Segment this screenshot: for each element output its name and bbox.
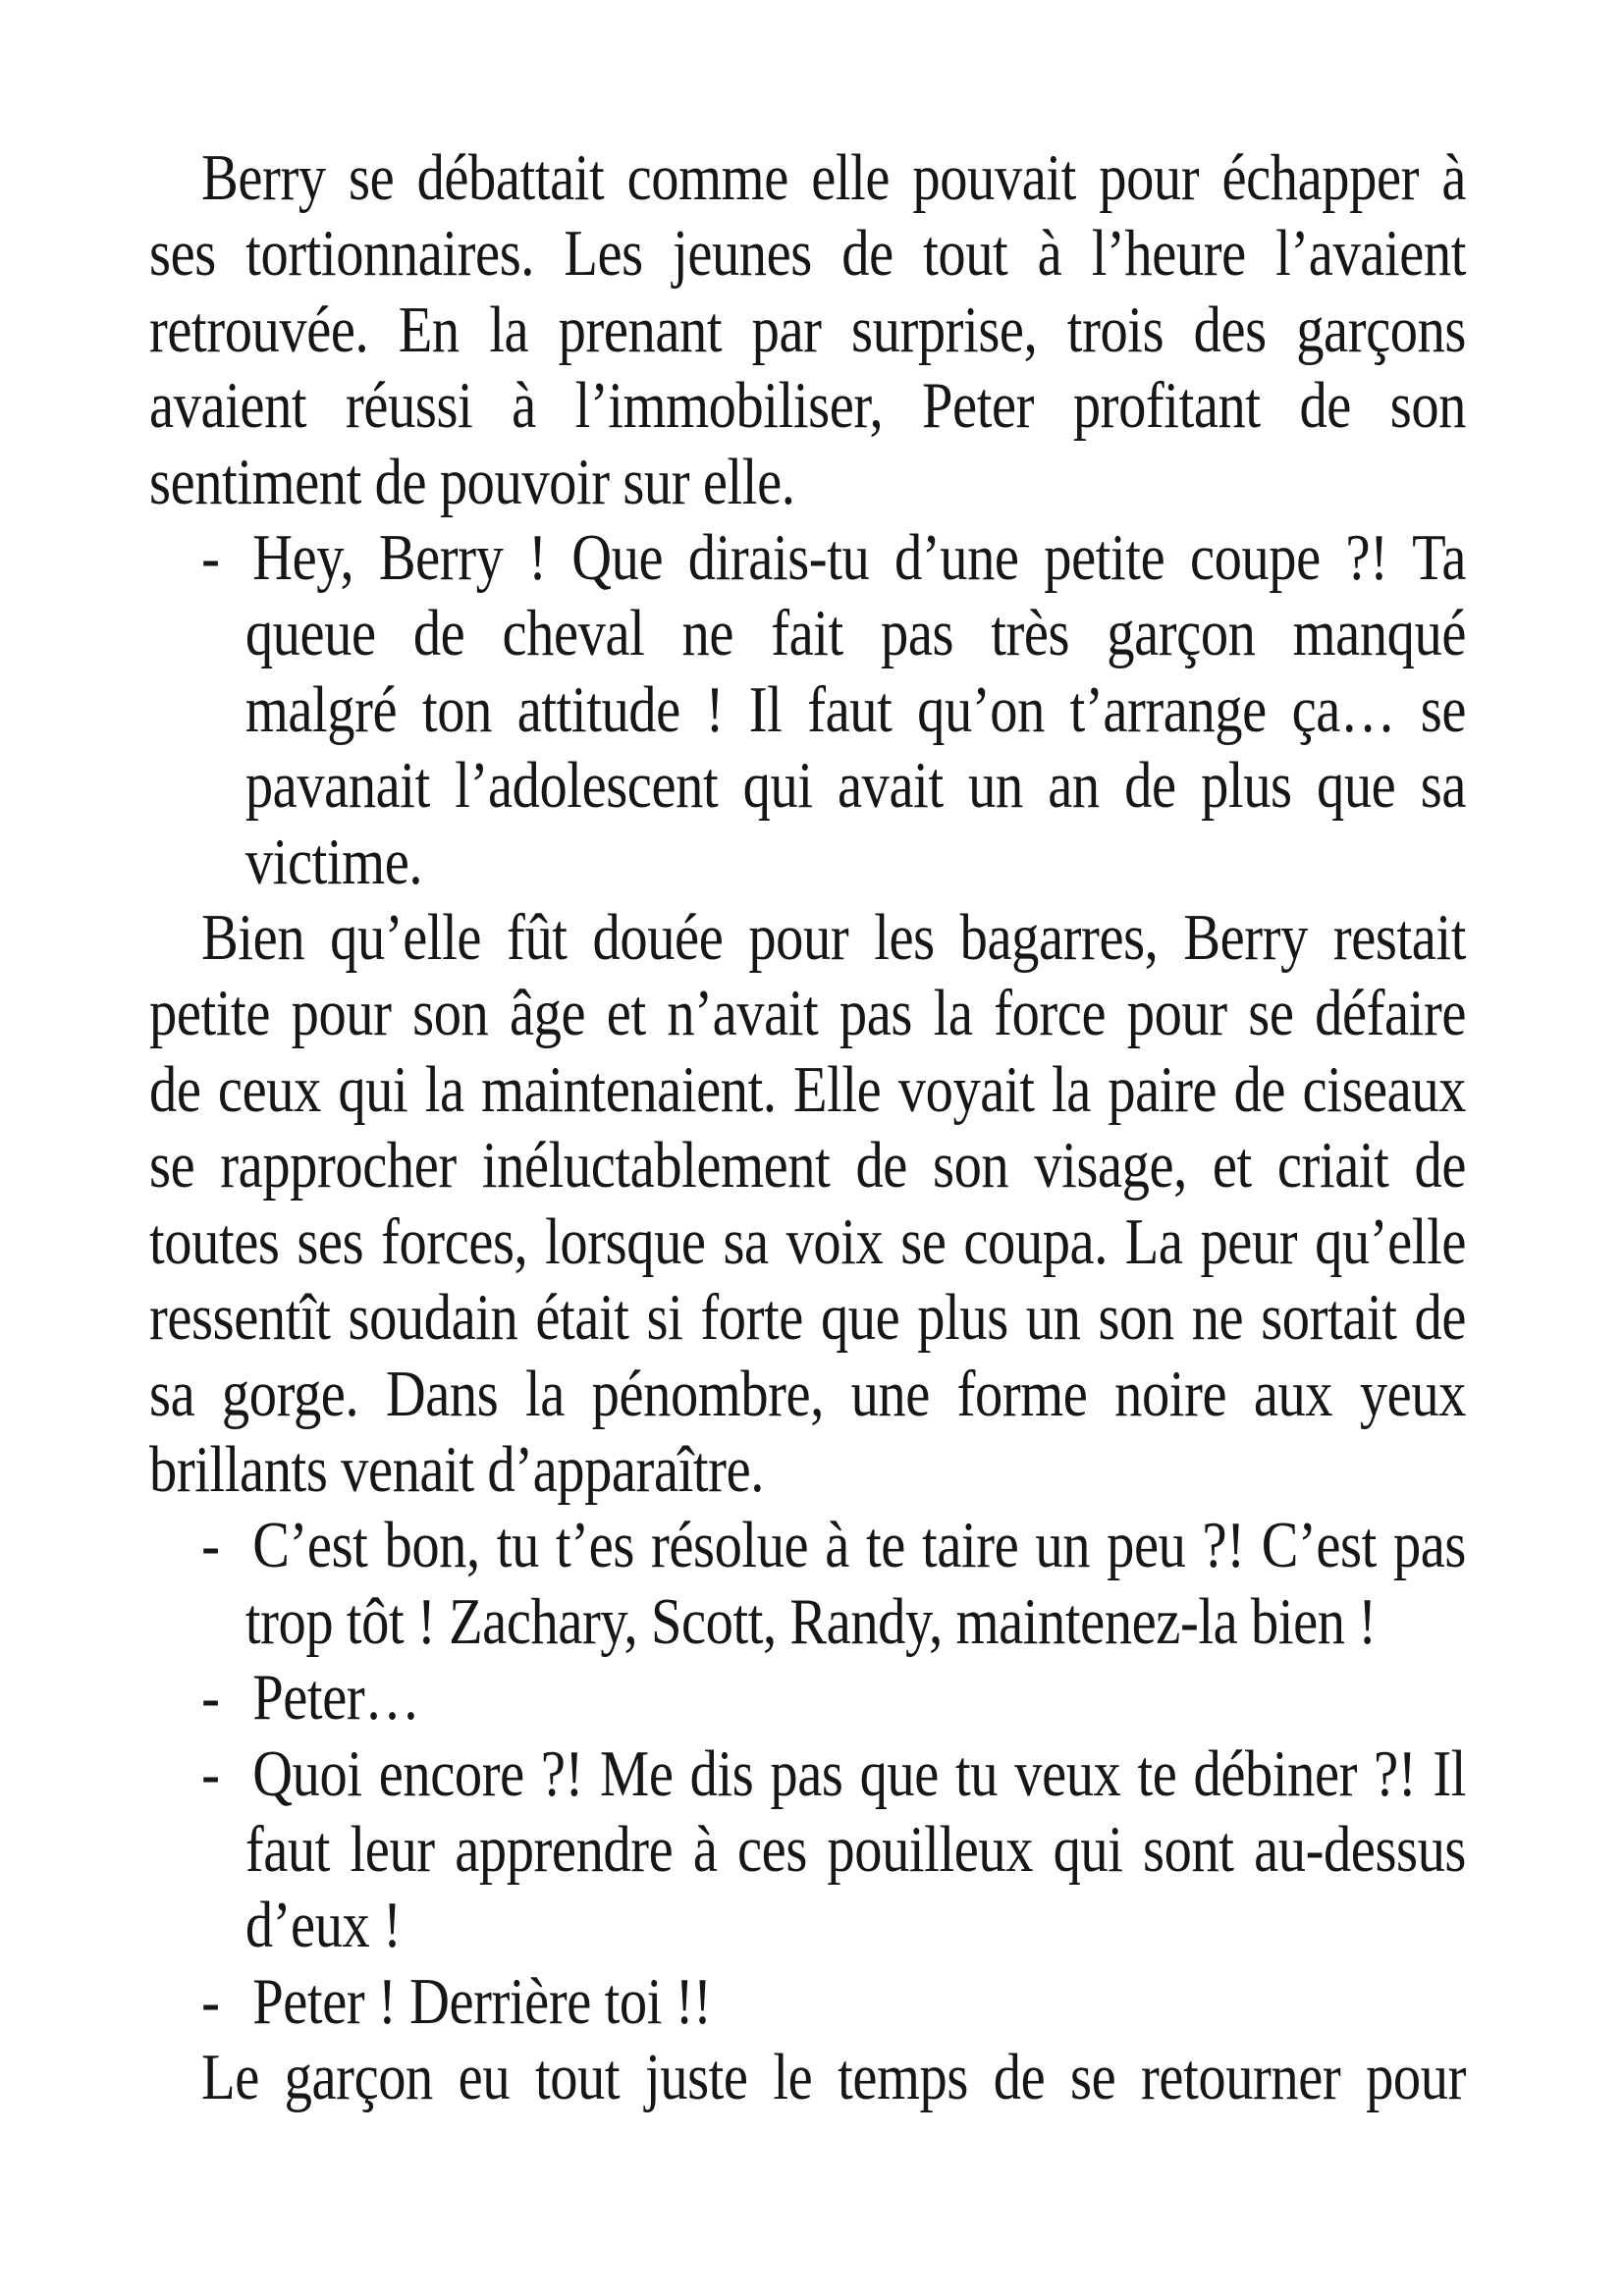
body-paragraph xyxy=(149,900,1466,1508)
text-block xyxy=(149,140,1466,2116)
dialogue-text: Hey, Berry ! Que dirais-tu d’une petite coupe ?! Ta xyxy=(252,521,1467,595)
dialogue-paragraph xyxy=(149,520,1466,900)
dialogue-dash: - xyxy=(201,1736,220,1810)
text-line xyxy=(149,1508,1466,1583)
dialogue-paragraph xyxy=(149,1964,1466,2040)
dialogue-dash: - xyxy=(201,521,220,595)
text-line: ressentît soudain était si forte que plus un son ne sortait de xyxy=(149,1281,1467,1355)
text-line: malgré ton attitude ! Il faut qu’on t’arrange ça… se xyxy=(244,672,1467,746)
text-line xyxy=(149,520,1466,596)
dialogue-dash: - xyxy=(201,1661,220,1735)
text-line: ses tortionnaires. Les jeunes de tout à l’heure l’avaient xyxy=(149,217,1467,291)
dialogue-paragraph xyxy=(149,1508,1466,1660)
text-line xyxy=(149,1736,1466,1812)
text-line xyxy=(149,1660,1466,1735)
text-line: queue de cheval ne fait pas très garçon manqué xyxy=(244,597,1467,670)
text-line: sentiment de pouvoir sur elle. xyxy=(149,445,795,518)
dialogue-text: C’est bon, tu t’es résolue à te taire un peu ?! C’est pas xyxy=(252,1509,1467,1582)
text-line: faut leur apprendre à ces pouilleux qui sont au-dessus xyxy=(244,1812,1467,1886)
text-line: brillants venait d’apparaître. xyxy=(149,1432,764,1506)
text-line: petite pour son âge et n’avait pas la force pour se défaire xyxy=(149,977,1467,1050)
text-line: retrouvée. En la prenant par surprise, trois des garçons xyxy=(149,293,1467,366)
text-line: se rapprocher inéluctablement de son visage, et criait de xyxy=(149,1129,1467,1202)
text-line: victime. xyxy=(244,825,423,898)
text-line: de ceux qui la maintenaient. Elle voyait la paire de ciseaux xyxy=(149,1052,1467,1126)
text-line: pavanait l’adolescent qui avait un an de plus que sa xyxy=(244,749,1467,823)
dialogue-dash: - xyxy=(201,1509,220,1582)
text-line xyxy=(149,1964,1466,2040)
text-line: avaient réussi à l’immobiliser, Peter profitant de son xyxy=(149,369,1467,443)
dialogue-text: Quoi encore ?! Me dis pas que tu veux te débiner ?! Il xyxy=(252,1736,1467,1810)
text-line: d’eux ! xyxy=(244,1889,402,1962)
dialogue-text: Peter… xyxy=(252,1661,420,1735)
text-line: toutes ses forces, lorsque sa voix se coupa. La peur qu’elle xyxy=(149,1204,1467,1278)
text-line: Berry se débattait comme elle pouvait pour échapper à xyxy=(201,141,1467,214)
body-paragraph xyxy=(149,2040,1466,2115)
text-line: Le garçon eu tout juste le temps de se retourner pour xyxy=(201,2041,1467,2114)
dialogue-dash: - xyxy=(201,1964,220,2038)
dialogue-paragraph xyxy=(149,1736,1466,1964)
text-line: Bien qu’elle fût douée pour les bagarres, Berry restait xyxy=(201,901,1467,975)
text-line: sa gorge. Dans la pénombre, une forme noire aux yeux xyxy=(149,1357,1467,1430)
body-paragraph xyxy=(149,140,1466,520)
dialogue-paragraph xyxy=(149,1660,1466,1735)
dialogue-text: Peter ! Derrière toi !! xyxy=(252,1964,712,2038)
text-line: trop tôt ! Zachary, Scott, Randy, maintenez-la bien ! xyxy=(244,1584,1377,1658)
